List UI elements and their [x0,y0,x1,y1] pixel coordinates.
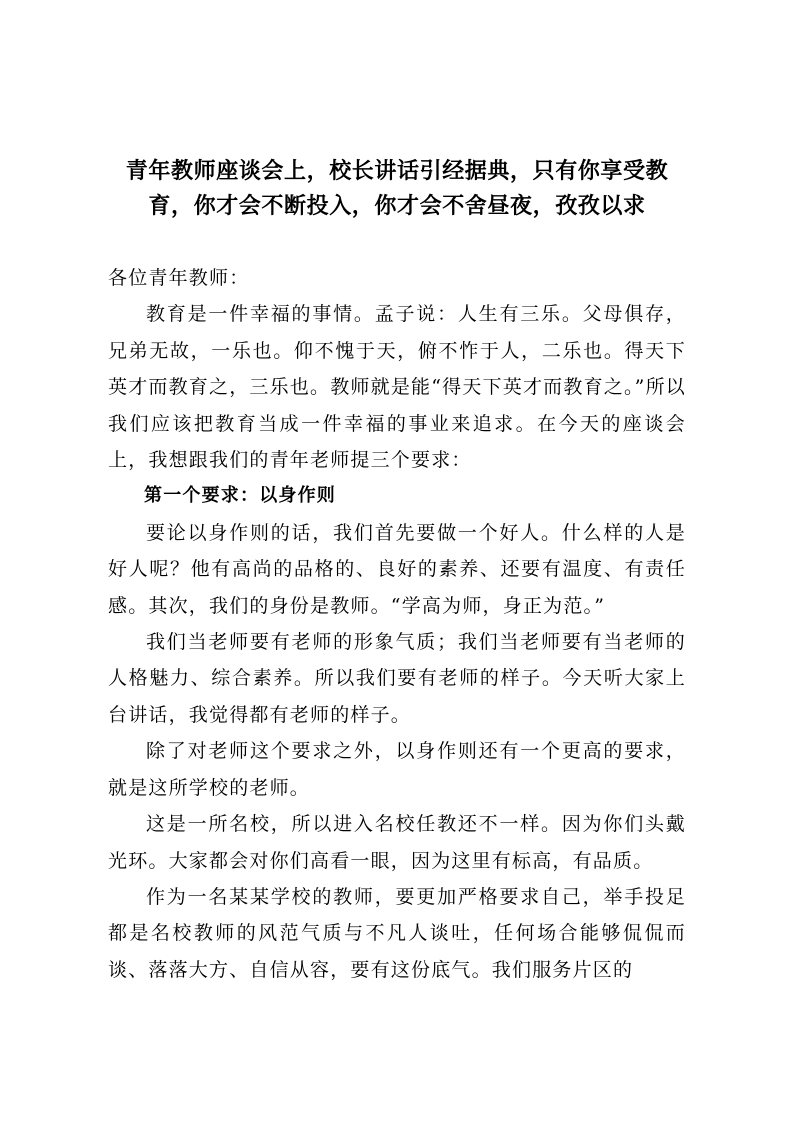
title-line-2: 育，你才会不断投入，你才会不舍昼夜，孜孜以求 [148,194,646,219]
paragraph: 这是一所名校，所以进入名校任教还不一样。因为你们头戴光环。大家都会对你们高看一眼，因为这里有标高，有品质。 [108,813,686,872]
salutation: 各位青年教师： [108,267,250,289]
document-body [108,260,686,988]
paragraph: 我们当老师要有老师的形象气质；我们当老师要有当老师的人格魅力、综合素养。所以我们要有老师的样子。今天听大家上台讲话，我觉得都有老师的样子。 [108,631,686,726]
paragraph: 要论以身作则的话，我们首先要做一个好人。什么样的人是好人呢？他有高尚的品格的、良好的素养、还要有温度、有责任感。其次，我们的身份是教师。“学高为师，身正为范。” [108,521,686,617]
document-title [108,154,686,224]
section-heading-first-requirement: 第一个要求：以身作则 [144,485,336,507]
paragraph: 作为一名某某学校的教师，要更加严格要求自己，举手投足都是名校教师的风范气质与不凡人谈吐，任何场合能够侃侃而谈、落落大方、自信从容，要有这份底气。我们服务片区的 [108,885,686,981]
paragraph: 除了对老师这个要求之外，以身作则还有一个更高的要求，就是这所学校的老师。 [108,740,686,799]
title-line-1: 青年教师座谈会上，校长讲话引经据典，只有你享受教 [125,159,669,184]
paragraph-intro: 教育是一件幸福的事情。孟子说：人生有三乐。父母俱存，兄弟无故，一乐也。仰不愧于天，俯不怍于人，二乐也。得天下英才而教育之，三乐也。教师就是能“得天下英才而教育之。”所以我们应该把教育当成一件幸福的事业来追求。在今天的座谈会上，我想跟我们的青年老师提三个要求： [108,303,686,472]
document-page [108,154,686,988]
